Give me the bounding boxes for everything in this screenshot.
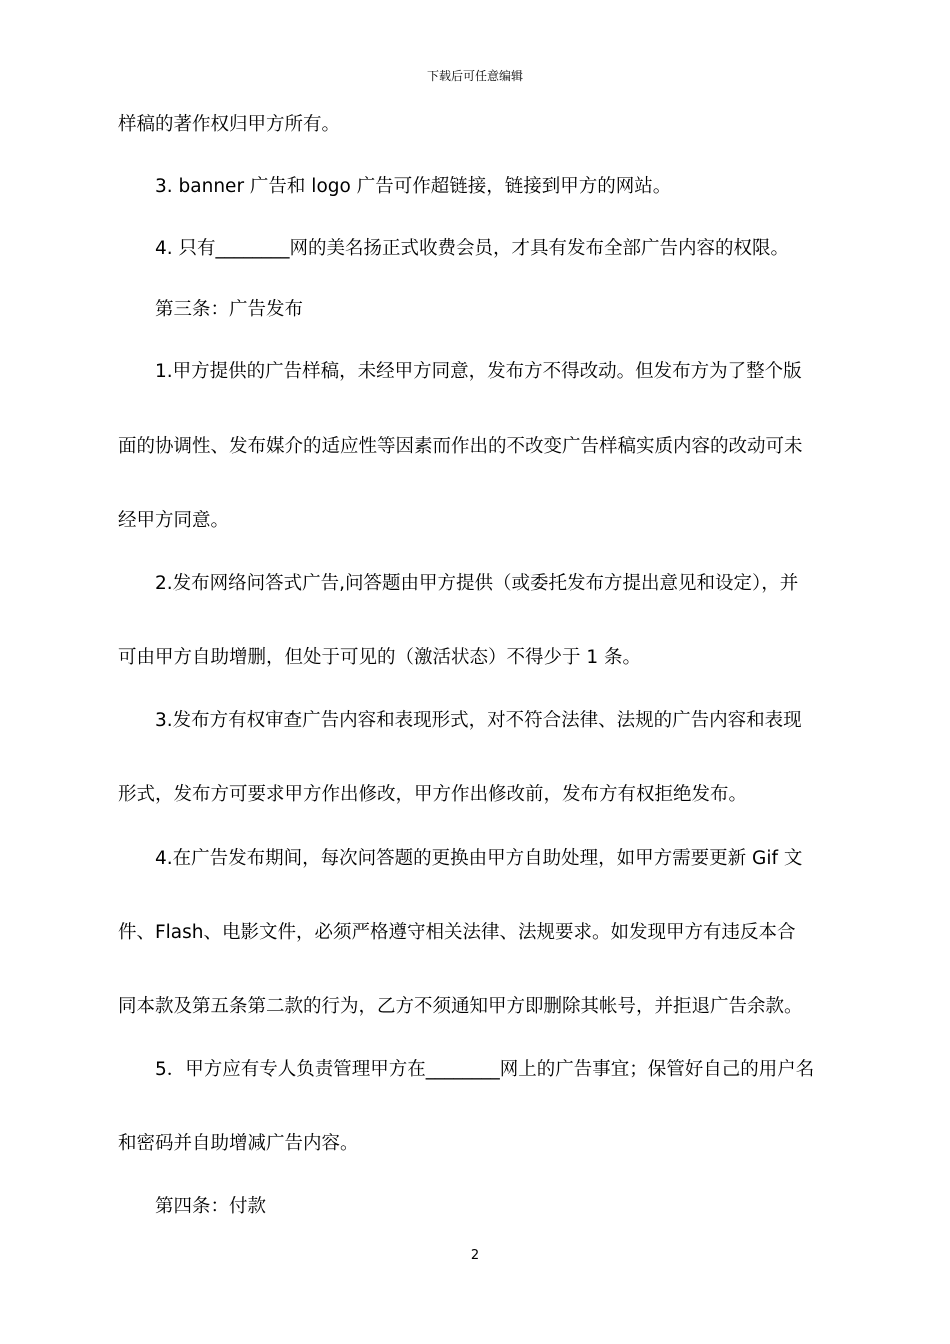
- text-line: 样稿的著作权归甲方所有。: [118, 114, 341, 135]
- text-line: 和密码并自助增减广告内容。: [118, 1133, 359, 1154]
- text-line: 可由甲方自助增删，但处于可见的（激活状态）不得少于 1 条。: [118, 647, 642, 668]
- text-line: 3.发布方有权审查广告内容和表现形式，对不符合法律、法规的广告内容和表现: [155, 710, 802, 731]
- section-heading-4: 第四条：付款: [155, 1196, 267, 1217]
- header-note: 下载后可任意编辑: [426, 69, 523, 83]
- clause-3-item: 3. banner 广告和 logo 广告可作超链接，链接到甲方的网站。: [155, 176, 672, 197]
- text-line: 5．甲方应有专人负责管理甲方在________网上的广告事宜；保管好自己的用户名: [155, 1059, 815, 1080]
- text-line: 1.甲方提供的广告样稿，未经甲方同意，发布方不得改动。但发布方为了整个版: [155, 361, 802, 382]
- text-line: 4.在广告发布期间，每次问答题的更换由甲方自助处理，如甲方需要更新 Gif 文: [155, 848, 803, 869]
- text-line: 2.发布网络问答式广告,问答题由甲方提供（或委托发布方提出意见和设定），并: [155, 573, 799, 594]
- text-line: 形式，发布方可要求甲方作出修改，甲方作出修改前，发布方有权拒绝发布。: [118, 784, 748, 805]
- clause-4-item: 4. 只有________网的美名扬正式收费会员，才具有发布全部广告内容的权限。: [155, 238, 790, 259]
- text-line: 件、Flash、电影文件，必须严格遵守相关法律、法规要求。如发现甲方有违反本合: [118, 922, 796, 943]
- text-line: 同本款及第五条第二款的行为，乙方不须通知甲方即删除其帐号，并拒退广告余款。: [118, 996, 803, 1017]
- text-line: 经甲方同意。: [118, 510, 230, 531]
- text-line: 面的协调性、发布媒介的适应性等因素而作出的不改变广告样稿实质内容的改动可未: [118, 436, 803, 457]
- page-number: 2: [470, 1248, 480, 1263]
- section-heading-3: 第三条：广告发布: [155, 299, 304, 320]
